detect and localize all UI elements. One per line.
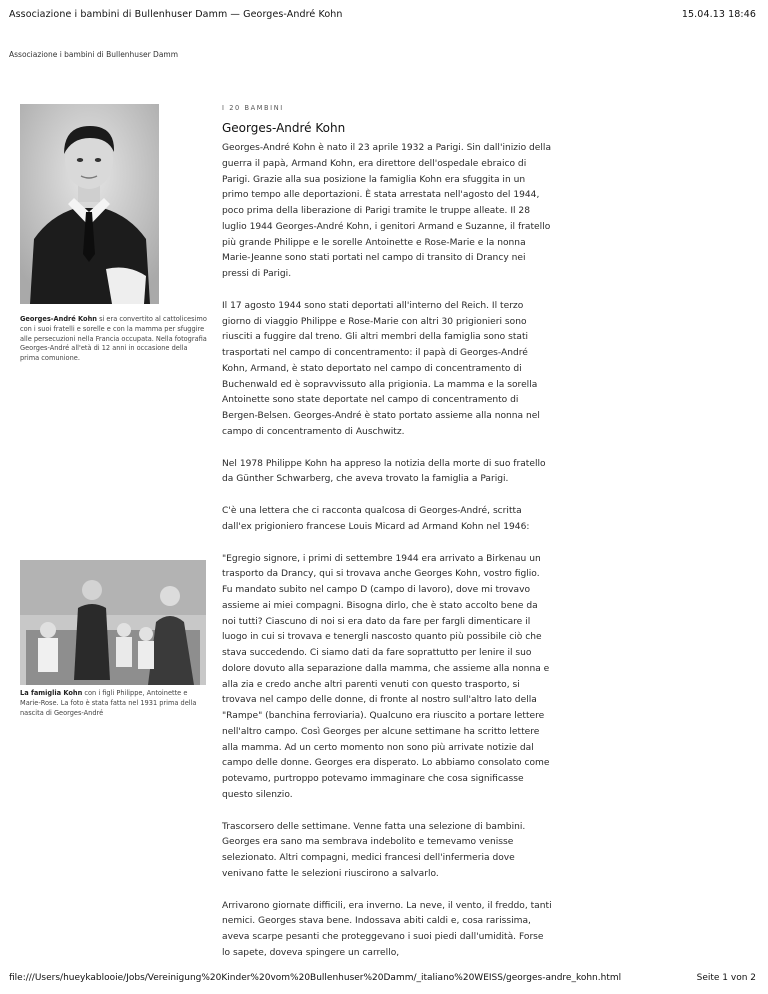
family-caption — [20, 689, 208, 718]
article-paragraph: C'è una lettera che ci racconta qualcosa di Georges-André, scritta dall'ex prigioniero francese Louis Micard ad Armand Kohn nel 1946: — [222, 506, 530, 532]
portrait-caption-name: Georges-André Kohn — [20, 315, 97, 323]
print-header-datetime: 15.04.13 18:46 — [681, 9, 756, 20]
family-photo-graphic — [20, 560, 206, 685]
portrait-photo — [20, 104, 159, 304]
print-header-title: Associazione i bambini di Bullenhuser Damm — Georges-André Kohn — [9, 9, 343, 20]
print-footer-url: file:///Users/hueykablooie/Jobs/Vereinigung%20Kinder%20vom%20Bullenhuser%20Damm/_italiano%20WEISS/georges-andre_kohn.html — [9, 973, 622, 983]
family-photo — [20, 560, 206, 685]
article-paragraph: "Egregio signore, i primi di settembre 1944 era arrivato a Birkenau un trasporto da Drancy, qui si trovava anche Georges Kohn, vostro figlio. Fu mandato subito nel campo D (campo di lavoro), dove mi trovavo assieme ai miei compagni. Bisogna dirlo, che è stato accolto bene da noi tutti? Ciascuno di noi si era dato da fare per fargli dimenticare il luogo in cui si trovava e tenergli nascosto quanto più possibile ciò che stava succedendo. Ci siamo dati da fare soprattutto per lenire il suo dolore dovuto alla separazione dalla mamma, che assieme alla nonna e alla zia e credo anche altri parenti venuti con questo trasporto, si trovava nel campo delle donne, di fronte al nostro sull'altro lato della "Rampe" (banchina ferroviaria). Qualcuno era riuscito a portare lettere nell'altro campo. Così Georges per alcune settimane ha scritto lettere alla mamma. Ad un certo momento non sono più arrivate notizie dal campo delle donne. Georges era disperato. Lo abbiamo consolato come potevamo, purtroppo potevamo immaginare che cosa significasse questo silenzio. — [222, 553, 550, 800]
print-header — [9, 9, 756, 20]
family-caption-text: con i figli Philippe, Antoinette e Marie-Rose. La foto è stata fatta nel 1931 prima della nascita di Georges-André — [20, 689, 197, 717]
print-footer — [9, 973, 756, 983]
article-paragraph: Georges-André Kohn è nato il 23 aprile 1932 a Parigi. Sin dall'inizio della guerra il papà, Armand Kohn, era direttore dell'ospedale ebraico di Parigi. Grazie alla sua posizione la famiglia Kohn era sfuggita in un primo tempo alle deportazioni. È stata arrestata nell'agosto del 1944, poco prima della liberazione di Parigi tramite le truppe alleate. Il 28 luglio 1944 Georges-André Kohn, i genitori Armand e Suzanne, il fratello più grande Philippe e le sorelle Antoinette e Rose-Marie e la nonna Marie-Jeanne sono stati portati nel campo di transito di Drancy nei pressi di Parigi. — [222, 143, 552, 279]
portrait-photo-graphic — [20, 104, 159, 304]
print-footer-page: Seite 1 von 2 — [696, 973, 756, 983]
article-paragraph: Arrivarono giornate difficili, era inverno. La neve, il vento, il freddo, tanti nemici. Georges stava bene. Indossava abiti caldi e, cosa rarissima, aveva scarpe pesanti che proteggevano i suoi piedi dall'umidità. Forse lo sapete, doveva spingere un carrello, — [222, 900, 552, 958]
page-title: Georges-André Kohn — [222, 121, 346, 135]
family-caption-name: La famiglia Kohn — [20, 689, 83, 697]
article-paragraph: Il 17 agosto 1944 sono stati deportati all'interno del Reich. Il terzo giorno di viaggio Philippe e Rose-Marie con altri 30 prigionieri sono riusciti a fuggire dal treno. Gli altri membri della famiglia sono stati trasportati nel campo di concentramento: il papà di Georges-André Kohn, Armand, è stato deportato nel campo di concentramento di Buchenwald ed è sopravvissuto alla prigionia. La mamma e la sorella Antoinette sono state deportate nel campo di concentramento di Bergen-Belsen. Georges-André è stato portato assieme alla nonna nel campo di concentramento di Auschwitz. — [222, 300, 540, 437]
portrait-caption-text: si era convertito al cattolicesimo con i suoi fratelli e sorelle e con la mamma per sfuggire alle persecuzioni nella Francia occupata. Nella fotografia Georges-André all'età di 12 anni in occasione della prima comunione. — [20, 315, 207, 363]
portrait-caption — [20, 315, 208, 364]
section-kicker[interactable]: I 20 BAMBINI — [222, 104, 284, 112]
article-body — [222, 141, 552, 962]
site-name[interactable]: Associazione i bambini di Bullenhuser Damm — [9, 50, 179, 59]
article-paragraph: Nel 1978 Philippe Kohn ha appreso la notizia della morte di suo fratello da Günther Schwarberg, che aveva trovato la famiglia a Parigi. — [222, 458, 546, 485]
article-paragraph: Trascorsero delle settimane. Venne fatta una selezione di bambini. Georges era sano ma sembrava indebolito e temevamo venisse selezionato. Altri compagni, medici francesi dell'infermeria dove venivano fatte le selezioni riuscirono a salvarlo. — [222, 821, 526, 879]
